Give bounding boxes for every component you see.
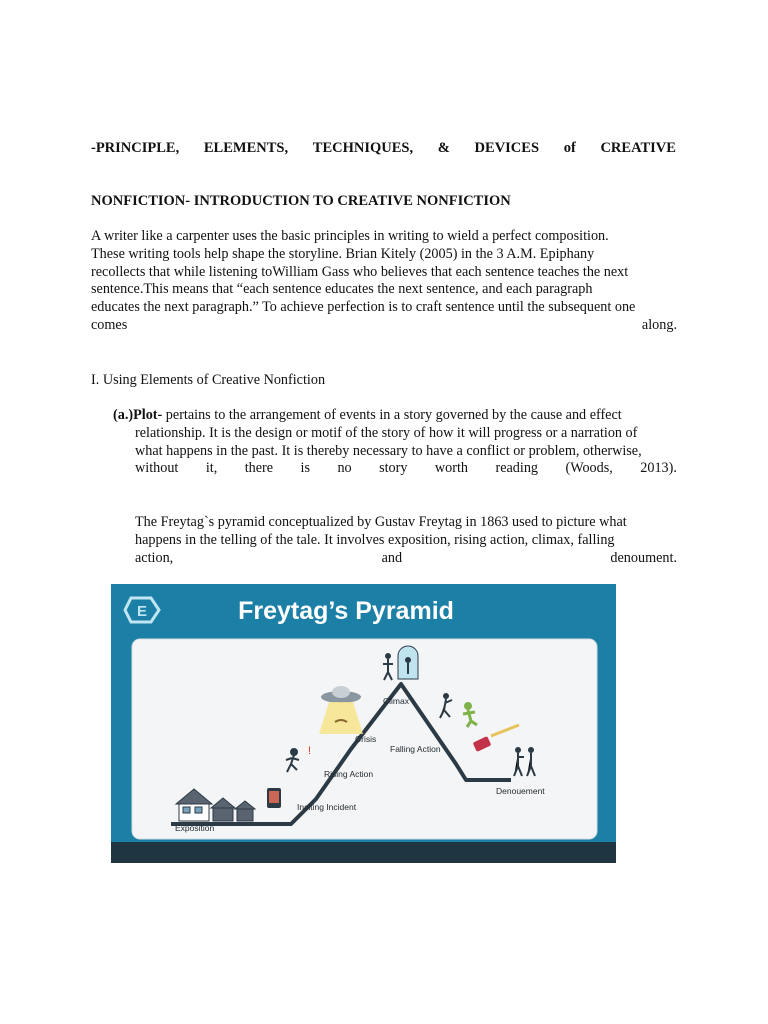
title-word: & [437,140,450,156]
label-denouement: Denouement [496,786,545,796]
title-word: -PRINCIPLE, [91,140,180,156]
title-word: CREATIVE [600,140,676,156]
title-word: ELEMENTS, [203,140,289,156]
paragraph-line: A writer like a carpenter uses the basic principles in writing to wield a perfect composition. [91,228,609,244]
paragraph-line: relationship. It is the design or motif of the story of how it will progress or a narration of [135,424,638,441]
freytag-paragraph [135,514,677,567]
paragraph-line: happens in the telling of the tale. It involves exposition, rising action, climax, falling [135,531,615,548]
label-rising-action: Rising Action [324,769,374,779]
section-heading: I. Using Elements of Creative Nonfiction [91,372,326,388]
paragraph-line: These writing tools help shape the storyline. Brian Kitely (2005) in the 3 A.M. Epiphany [91,245,595,262]
paragraph-line: The Freytag`s pyramid conceptualized by Gustav Freytag in 1863 used to picture what [135,514,627,530]
paragraph-line: what happens in the past. It is thereby necessary to have a conflict or problem, otherwise, [135,442,642,459]
label-exposition: Exposition [175,823,215,833]
freytag-pyramid-figure [111,584,616,863]
figure-title: Freytag’s Pyramid [238,597,454,625]
paragraph-line: sentence.This means that “each sentence educates the next sentence, and each paragraph [91,281,593,298]
title-word: of [563,140,576,156]
paragraph-last-line: without it, there is no story worth reading (Woods, 2013). [135,460,677,477]
paragraph-line: recollects that while listening toWilliam Gass who believes that each sentence teaches the next [91,263,629,280]
title-word: DEVICES [474,140,540,156]
paragraph-line: (a.)Plot- pertains to the arrangement of events in a story governed by the cause and effect [113,407,622,423]
title-word: TECHNIQUES, [312,140,414,156]
plot-paragraph [113,407,677,478]
bottom-band [111,842,616,863]
paragraph-last-line: action, and denoument. [135,549,677,566]
document-title-line-1 [91,140,676,157]
label-crisis: Crisis [355,734,377,744]
label-inciting-incident: Inciting Incident [297,802,357,812]
paragraph-line: educates the next paragraph.” To achieve perfection is to craft sentence until the subsequent one [91,299,636,316]
paragraph-last-line: comes along. [91,316,677,333]
pyramid-diagram [111,584,616,863]
phone-icon [267,788,281,808]
plot-label: (a.)Plot- [113,407,163,423]
document-title-line-2: NONFICTION- INTRODUCTION TO CREATIVE NONFICTION [91,193,511,209]
label-falling-action: Falling Action [390,744,441,754]
intro-paragraph [91,228,677,335]
svg-text:!: ! [308,745,312,757]
svg-text:E: E [136,603,148,620]
label-climax: Climax [383,696,409,706]
